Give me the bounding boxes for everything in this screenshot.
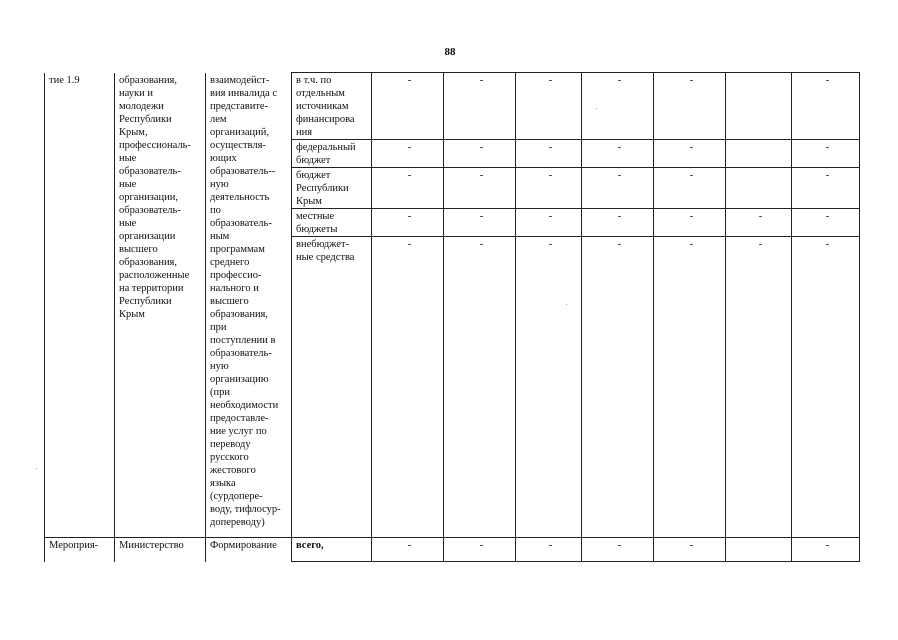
value-cell: -: [654, 209, 726, 237]
value-cell: -: [444, 73, 516, 140]
value-cell: -: [516, 538, 582, 562]
value-cell: [726, 538, 792, 562]
value-cell: -: [792, 168, 860, 209]
page-number: 88: [444, 46, 456, 58]
source-label: всего,: [292, 538, 372, 562]
value-cell: -: [516, 73, 582, 140]
value-cell: -: [516, 168, 582, 209]
executor-cell: образования, науки и молодежи Республики Крым, профессиональ- ные образователь- ные организации, образователь- ные организации высшего образования, расположенные на территории Республики Крым: [115, 73, 206, 538]
value-cell: -: [444, 237, 516, 538]
value-cell: -: [372, 237, 444, 538]
value-cell: -: [792, 209, 860, 237]
value-cell: -: [372, 209, 444, 237]
value-cell: -: [792, 140, 860, 168]
source-label: местные бюджеты: [292, 209, 372, 237]
source-label: федеральный бюджет: [292, 140, 372, 168]
item-number-cell: Мероприя-: [45, 538, 115, 562]
value-cell: -: [516, 237, 582, 538]
scan-speck: [596, 108, 597, 109]
value-cell: -: [582, 168, 654, 209]
value-cell: [726, 140, 792, 168]
value-cell: -: [372, 168, 444, 209]
scan-speck: [36, 468, 37, 469]
value-cell: -: [654, 168, 726, 209]
value-cell: -: [654, 538, 726, 562]
value-cell: -: [582, 140, 654, 168]
value-cell: -: [654, 237, 726, 538]
value-cell: -: [444, 140, 516, 168]
value-cell: -: [792, 538, 860, 562]
value-cell: [726, 168, 792, 209]
value-cell: -: [726, 209, 792, 237]
table-row: [45, 538, 860, 562]
value-cell: -: [444, 538, 516, 562]
value-cell: [726, 73, 792, 140]
source-label: внебюджет- ные средства: [292, 237, 372, 538]
source-label: в т.ч. по отдельным источникам финансирова ния: [292, 73, 372, 140]
description-cell: взаимодейст- вия инвалида с представите- лем организаций, осуществля- ющих образователь-- ную деятельность по образователь- ным программам среднего профессио- нального и высшего образования, при поступлении в образователь- ную организацию (при необходимости предоставле- ние услуг по переводу русского жестового языка (сурдопере- воду, тифлосур- допереводу): [206, 73, 292, 538]
value-cell: -: [516, 209, 582, 237]
value-cell: -: [726, 237, 792, 538]
value-cell: -: [792, 73, 860, 140]
value-cell: -: [582, 209, 654, 237]
value-cell: -: [654, 140, 726, 168]
source-label: бюджет Республики Крым: [292, 168, 372, 209]
executor-cell: Министерство: [115, 538, 206, 562]
value-cell: -: [372, 538, 444, 562]
value-cell: -: [372, 73, 444, 140]
table-row: [45, 73, 860, 140]
value-cell: -: [372, 140, 444, 168]
value-cell: -: [582, 73, 654, 140]
program-table: [44, 72, 860, 562]
value-cell: -: [654, 73, 726, 140]
value-cell: -: [792, 237, 860, 538]
value-cell: -: [516, 140, 582, 168]
scan-speck: [566, 304, 567, 305]
value-cell: -: [444, 209, 516, 237]
description-cell: Формирование: [206, 538, 292, 562]
item-number-cell: тие 1.9: [45, 73, 115, 538]
value-cell: -: [582, 538, 654, 562]
value-cell: -: [582, 237, 654, 538]
value-cell: -: [444, 168, 516, 209]
